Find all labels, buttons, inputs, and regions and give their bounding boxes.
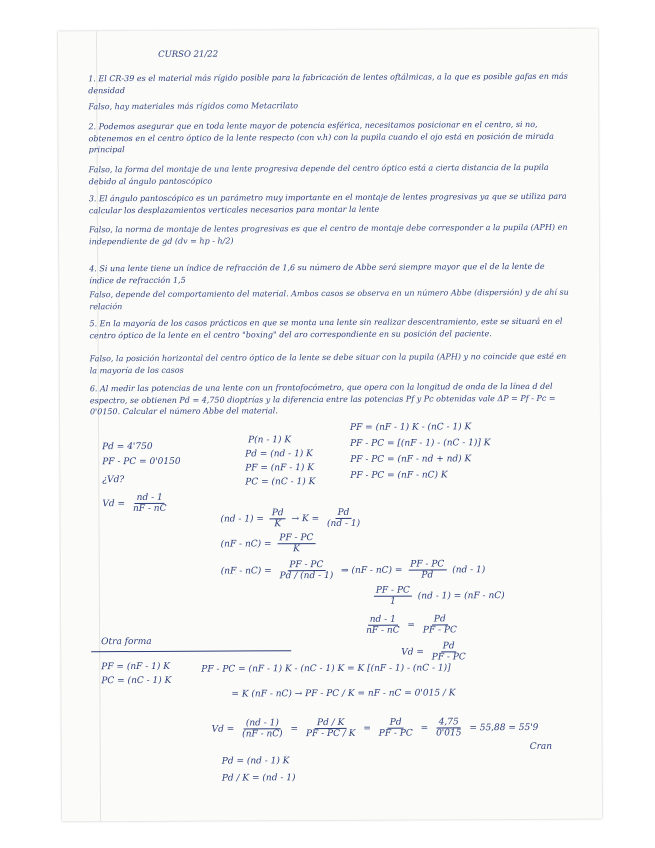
question-3: 3. El ángulo pantoscópico es un parámetro muy importante en el montaje de lentes progresivas ya que se utiliza para calcular los desplazamientos verticales necesarios para montar la lente <box>88 191 567 215</box>
notebook-page <box>58 29 602 822</box>
answer-5: Falso, la posición horizontal del centro óptico de la lente se debe situar con la pupila (APH) y no coincide que esté en la mayoría de los casos <box>89 351 567 375</box>
step-2: (nF - nC) = $\frac{PF - PC}{K}$ <box>221 533 319 555</box>
course-header: CURSO 21/22 <box>158 49 219 60</box>
right-line-4: PF - PC = (nF - nC) K <box>350 470 448 481</box>
answer-3: Falso, la norma de montaje de lentes progresivas es que el centro de montaje debe corresponder a la pupila (APH) en independiente de gd (dv = hp - h/2) <box>88 222 568 246</box>
mid-line-1: P(n - 1) K <box>248 435 292 446</box>
side-note-1: Pd = (nd - 1) K <box>221 756 290 767</box>
answer-4: Falso, depende del comportamiento del material. Ambos casos se observa en un número Abbe (dispersión) y de ahí su relación <box>89 287 569 311</box>
question-2: 2. Podemos asegurar que en toda lente mayor de potencia esférica, necesitamos posicionar en el centro, si no, obtenemos en el centro óptico de la lente respecto (con v.h) con la pupila cuando el ojo está en posición de mirada principal <box>88 119 554 155</box>
alt-expansion: PF - PC = (nF - 1) K - (nC - 1) K = K [(nF - 1) - (nC - 1)] <box>201 663 451 675</box>
question-5: 5. En la mayoría de los casos prácticos en que se monta una lente sin realizar descentramiento, este se situará en el centro óptico de la lente en el centro "boxing" del aro correspondiente en su posición del paciente. <box>89 316 563 340</box>
step-3: (nF - nC) = $\frac{PF - PC}{Pd / (nd - 1)}$ ⇒ (nF - nC) = $\frac{PF - PC}{Pd}$ (nd - 1) <box>220 559 486 582</box>
step-6: Vd = $\frac{Pd}{PF - PC}$ <box>401 641 466 663</box>
question-1: 1. El CR-39 es el material más rígido posible para la fabricación de lentes oftálmicas, a la que es posible gafas en más densidad <box>88 71 568 95</box>
step-1: (nd - 1) = $\frac{Pd}{K}$ → K = $\frac{Pd}{(nd - 1)}$ <box>220 507 361 530</box>
given-pd: Pd = 4'750 <box>102 441 153 453</box>
question-vd: ¿Vd? <box>102 475 125 486</box>
mid-line-2: Pd = (nd - 1) K <box>245 449 313 460</box>
given-diff: PF - PC = 0'0150 <box>102 456 181 468</box>
alt-result: = K (nF - nC) → PF - PC / K = nF - nC = 0'015 / K <box>231 688 456 700</box>
right-line-1: PF = (nF - 1) K - (nC - 1) K <box>349 422 472 433</box>
answer-1: Falso, hay materiales más rígidos como Metacrilato <box>88 101 299 112</box>
separator-line <box>91 650 291 652</box>
step-5: $\frac{nd - 1}{nF - nC}$ = $\frac{Pd}{PF - PC}$ <box>366 614 457 636</box>
side-note-2: Pd / K = (nd - 1) <box>221 773 296 784</box>
alt-pf: PF = (nF - 1) K <box>101 661 170 673</box>
right-line-2: PF - PC = [(nF - 1) - (nC - 1)] K <box>350 438 491 449</box>
answer-2: Falso, la forma del montaje de una lente progresiva depende del centro óptico está a cierta distancia de la pupila debido al ángulo pantoscópico <box>88 162 549 186</box>
alt-pc: PC = (nC - 1) K <box>101 675 172 687</box>
alt-method-label: Otra forma <box>101 636 152 648</box>
right-line-3: PF - PC = (nF - nd + nd) K <box>350 454 472 465</box>
mid-line-3: PF = (nF - 1) K <box>245 463 314 474</box>
vd-definition: Vd = $\frac{nd - 1}{nF - nC}$ <box>102 492 167 515</box>
final-computation: Vd = $\frac{(nd - 1)}{(nF - nC)}$ = $\frac{Pd / K}{PF - PC / K}$ = $\frac{Pd}{PF - PC}$ = $\frac{4,75}{0'015}$ = 55,88 = 55'9 <box>211 717 539 740</box>
question-4: 4. Si una lente tiene un índice de refracción de 1,6 su número de Abbe será siempre mayor que el de la lente de índice de refracción 1,5 <box>89 261 545 285</box>
question-6: 6. Al medir las potencias de una lente con un frontofocómetro, que opera con la longitud de onda de la línea d del espectro, se obtienen Pd = 4,750 dioptrías y la diferencia entre las potencias Pf y Pc obtenidas vale ΔP = Pf - Pc = 0'0150. Calcular el número Abbe del material. <box>89 381 556 417</box>
unit-label: Cran <box>529 741 553 752</box>
step-4: $\frac{PF - PC}{1}$ (nd - 1) = (nF - nC) <box>375 585 505 607</box>
mid-line-4: PC = (nC - 1) K <box>245 477 316 488</box>
